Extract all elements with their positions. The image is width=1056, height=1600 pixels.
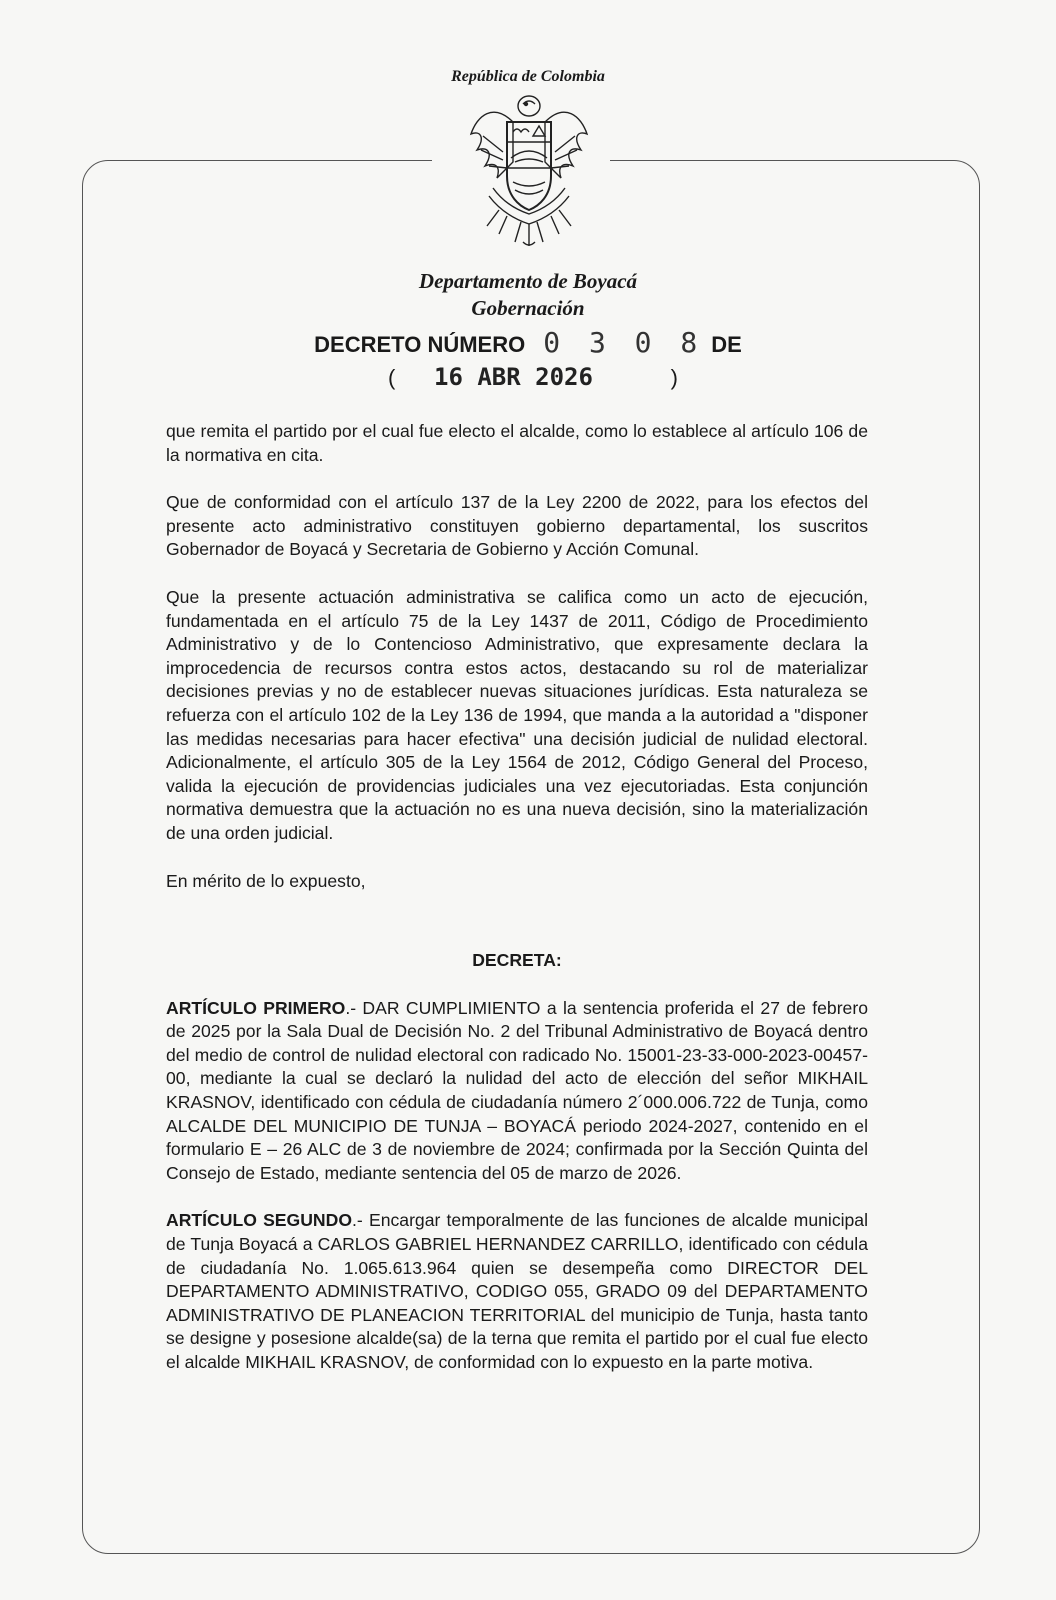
country-heading: República de Colombia [451, 68, 605, 85]
office-name: Gobernación [471, 296, 585, 320]
paragraph: Que la presente actuación administrativa se califica como un acto de ejecución, fundamentada en el artículo 75 de la Ley 1437 de 2011, Código de Procedimiento Administrativo y de lo Contencioso Administrativo, que expresamente declara la improcedencia de recursos contra estos actos, destacando su rol de materializar decisiones previas y no de establecer nuevas situaciones jurídicas. Esta naturaleza se refuerza con el artículo 102 de la Ley 136 de 1994, que manda a la autoridad a "disponer las medidas necesarias para hacer efectiva" una decisión judicial de nulidad electoral. Adicionalmente, el artículo 305 de la Ley 1564 de 2012, Código General del Proceso, valida la ejecución de providencias judiciales una vez ejecutoriadas. Esta conjunción normativa demuestra que la actuación no es una nueva decisión, sino la materialización de una orden judicial. [166, 586, 868, 843]
article-second [166, 1209, 868, 1374]
date-stamp: 16 ABR 2026 [434, 363, 593, 391]
article-label: ARTÍCULO SEGUNDO [166, 1210, 353, 1231]
date-open-paren: ( [388, 365, 396, 390]
paragraph: En mérito de lo expuesto, [166, 870, 366, 891]
issuer-heading [0, 268, 1056, 322]
paragraph: Que de conformidad con el artículo 137 de la Ley 2200 de 2022, para los efectos del presente acto administrativo constituyen gobierno departamental, los suscritos Gobernador de Boyacá y Secretaria de Gobierno y Acción Comunal. [166, 492, 868, 560]
paragraph: que remita el partido por el cual fue electo el alcalde, como lo establece al artículo 106 de la normativa en cita. [166, 421, 868, 465]
decreta-heading: DECRETA: [472, 950, 562, 971]
department-name: Departamento de Boyacá [418, 269, 638, 293]
decree-body [166, 420, 868, 1399]
date-close-paren: ) [670, 365, 678, 390]
article-label: ARTÍCULO PRIMERO [166, 997, 346, 1018]
decree-prefix: DECRETO NÚMERO [314, 332, 526, 357]
decree-number-stamp: 0 3 0 8 [543, 326, 704, 359]
decree-suffix: DE [711, 332, 742, 357]
decree-number-line [0, 326, 1056, 359]
article-first [166, 997, 868, 1186]
article-text: .- Encargar temporalmente de las funciones de alcalde municipal de Tunja Boyacá a CARLOS GABRIEL HERNANDEZ CARRILLO, identificado con cédula de ciudadanía No. 1.065.613.964 quien se desempeña como DIRECTOR DEL DEPARTAMENTO ADMINISTRATIVO, CODIGO 055, GRADO 09 del DEPARTAMENTO ADMINISTRATIVO DE PLANEACION TERRITORIAL del municipio de Tunja, hasta tanto se designe y posesione alcalde(sa) de la terna que remita el partido por el cual fue electo el alcalde MIKHAIL KRASNOV, de conformidad con lo expuesto en la parte motiva. [166, 1210, 868, 1372]
decree-date-line [388, 365, 678, 401]
article-text: .- DAR CUMPLIMIENTO a la sentencia proferida el 27 de febrero de 2025 por la Sala Dual de Decisión No. 2 del Tribunal Administrativo de Boyacá dentro del medio de control de nulidad electoral con radicado No. 15001-23-33-000-2023-00457-00, mediante la cual se declaró la nulidad del acto de elección del señor MIKHAIL KRASNOV, identificado con cédula de ciudadanía número 2´000.006.722 de Tunja, como ALCALDE DEL MUNICIPIO DE TUNJA – BOYACÁ periodo 2024-2027, contenido en el formulario E – 26 ALC de 3 de noviembre de 2024; confirmada por la Sección Quinta del Consejo de Estado, mediante sentencia del 05 de marzo de 2026. [166, 997, 868, 1183]
coat-of-arms-icon [463, 92, 595, 252]
